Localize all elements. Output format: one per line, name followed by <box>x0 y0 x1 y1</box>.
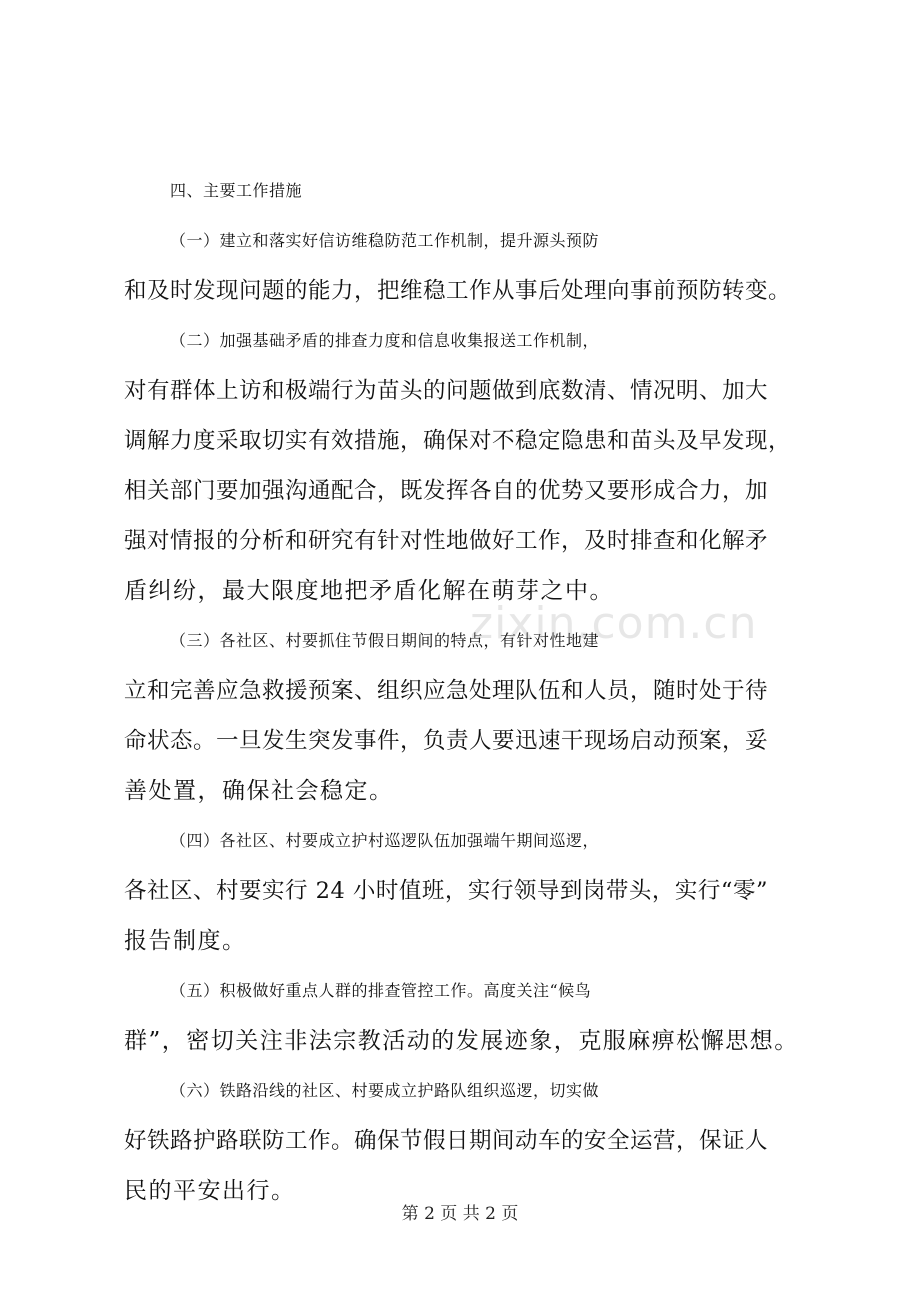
paragraph-line: 民的平安出行。 <box>124 1178 296 1204</box>
paragraph-line: 好铁路护路联防工作。确保节假日期间动车的安全运营，保证人 <box>124 1128 769 1154</box>
watermark: zixin.com.cn <box>470 598 758 649</box>
paragraph-line: 报告制度。 <box>124 928 247 954</box>
paragraph-line: 盾纠纷，最大限度地把矛盾化解在萌芽之中。 <box>124 578 614 604</box>
paragraph-line: （二）加强基础矛盾的排查力度和信息收集报送工作机制， <box>170 331 600 350</box>
paragraph-line: （六）铁路沿线的社区、村要成立护路队组织巡逻，切实做 <box>170 1081 600 1100</box>
section-heading: 四、主要工作措施 <box>170 181 303 200</box>
page-footer: 第 2 页 共 2 页 <box>401 1204 519 1224</box>
paragraph-line: 相关部门要加强沟通配合，既发挥各自的优势又要形成合力，加 <box>124 478 769 504</box>
paragraph-line: 和及时发现问题的能力，把维稳工作从事后处理向事前预防转变。 <box>124 278 792 304</box>
paragraph-line: （三）各社区、村要抓住节假日期间的特点，有针对性地建 <box>170 631 600 650</box>
paragraph-line: （五）积极做好重点人群的排查管控工作。高度关注“候鸟 <box>170 981 592 1000</box>
paragraph-line: 群”，密切关注非法宗教活动的发展迹象，克服麻痹松懈思想。 <box>124 1028 799 1054</box>
paragraph-line: 命状态。一旦发生突发事件，负责人要迅速干现场启动预案，妥 <box>124 728 769 754</box>
paragraph-line: 各社区、村要实行 24 小时值班，实行领导到岗带头，实行“零” <box>124 878 768 904</box>
paragraph-line: （四）各社区、村要成立护村巡逻队伍加强端午期间巡逻， <box>170 831 600 850</box>
paragraph-line: 善处置，确保社会稳定。 <box>124 778 394 804</box>
paragraph-line: 调解力度采取切实有效措施，确保对不稳定隐患和苗头及早发现， <box>124 428 792 454</box>
paragraph-line: （一）建立和落实好信访维稳防范工作机制，提升源头预防 <box>170 231 600 250</box>
paragraph-line: 强对情报的分析和研究有针对性地做好工作，及时排查和化解矛 <box>124 528 769 554</box>
paragraph-line: 对有群体上访和极端行为苗头的问题做到底数清、情况明、加大 <box>124 378 769 404</box>
paragraph-line: 立和完善应急救援预案、组织应急处理队伍和人员，随时处于待 <box>124 678 769 704</box>
